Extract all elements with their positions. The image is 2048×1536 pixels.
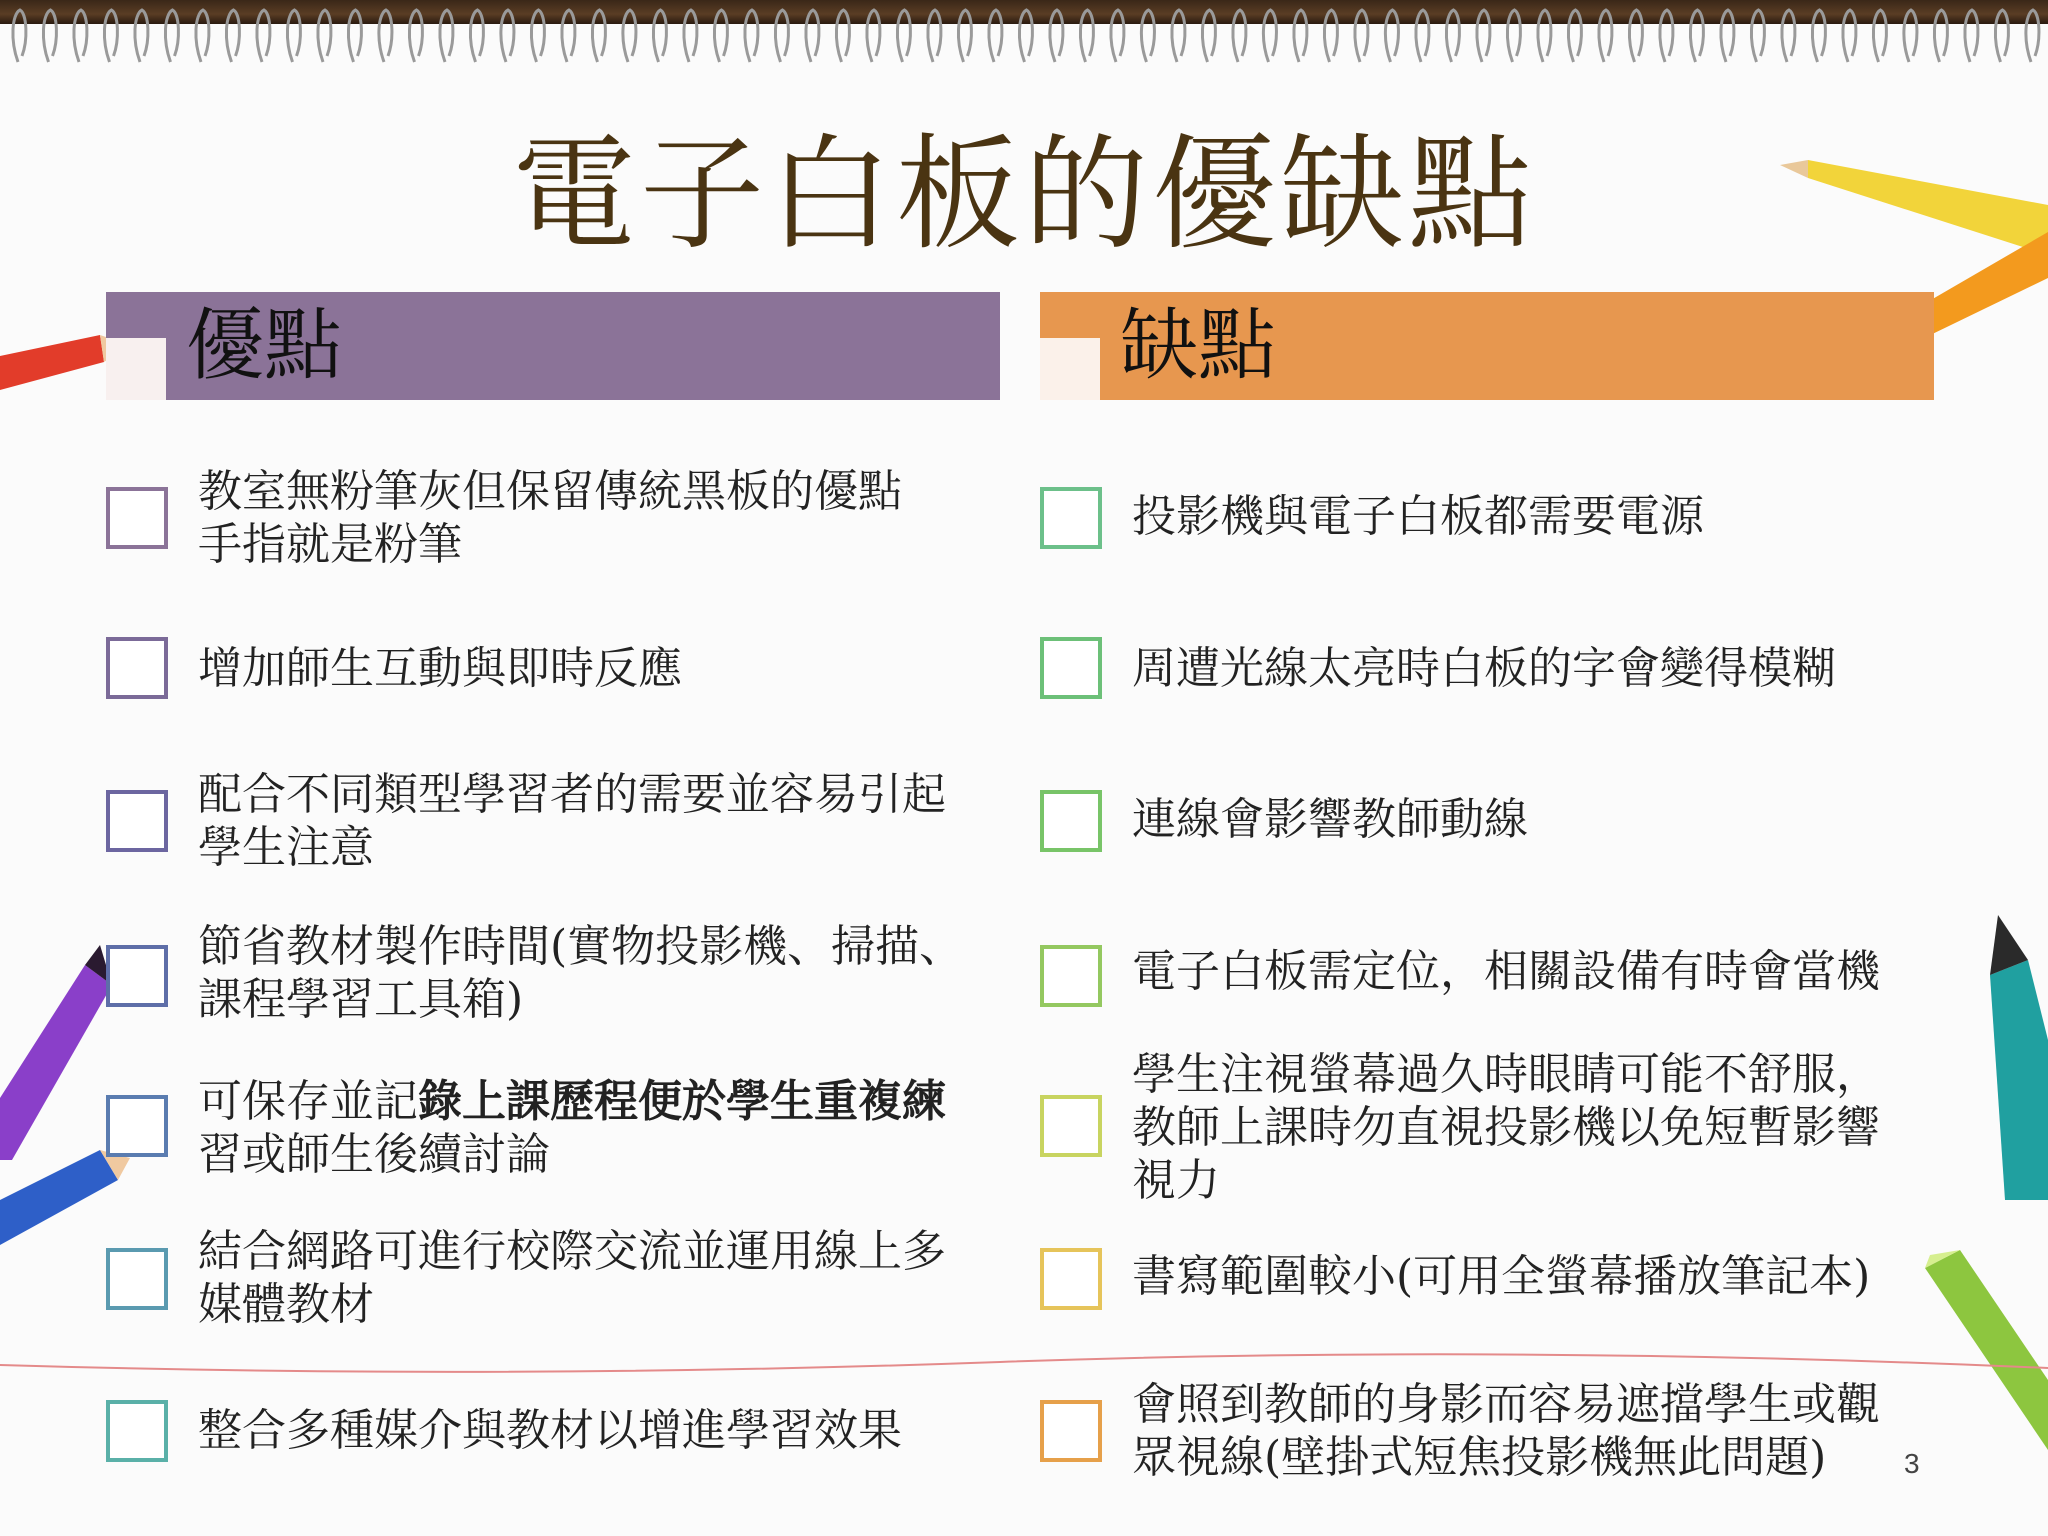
slide-title: 電子白板的優缺點 (511, 123, 1536, 267)
pros-item (198, 768, 946, 874)
cons-item-line: 眾視線(壁掛式短焦投影機無此問題) (1132, 1432, 1827, 1483)
cons-item (1132, 1378, 1880, 1484)
checkbox-icon (1040, 1248, 1102, 1310)
blue-pencil-icon (0, 1150, 130, 1245)
pros-item-line: 增加師生互動與即時反應 (198, 643, 682, 694)
pros-item-line: 節省教材製作時間(實物投影機、掃描、 (198, 921, 964, 972)
pros-item-line: 媒體教材 (198, 1279, 374, 1330)
pros-item-line: 學生注意 (198, 822, 374, 873)
cons-item-line: 書寫範圍較小(可用全螢幕播放筆記本) (1132, 1251, 1871, 1302)
pros-item-line: 習或師生後續討論 (198, 1129, 550, 1180)
cons-header-label: 缺點 (1120, 301, 1277, 391)
cons-item (1132, 642, 1836, 695)
header-square-icon (1040, 338, 1100, 400)
checkbox-icon (106, 790, 168, 852)
checkbox-icon (1040, 487, 1102, 549)
checkbox-icon (106, 945, 168, 1007)
checkbox-icon (106, 1095, 168, 1157)
pros-item (198, 465, 902, 571)
cons-header (1040, 292, 1934, 400)
pros-item-line: 課程學習工具箱) (198, 974, 524, 1025)
checkbox-icon (106, 1248, 168, 1310)
cons-item-line: 學生注視螢幕過久時眼睛可能不舒服， (1132, 1049, 1880, 1100)
cons-item-line: 連線會影響教師動線 (1132, 794, 1528, 845)
checkbox-icon (1040, 1095, 1102, 1157)
pros-item-line: 整合多種媒介與教材以增進學習效果 (198, 1405, 902, 1456)
cons-item (1132, 793, 1528, 846)
pros-header (106, 292, 1000, 400)
cons-item (1132, 1250, 1870, 1303)
pros-item-line: 教室無粉筆灰但保留傳統黑板的優點 (198, 466, 902, 517)
pros-item (198, 1225, 946, 1331)
pros-item-line: 可保存並記 (198, 1076, 418, 1127)
checkbox-icon (1040, 1400, 1102, 1462)
pros-item-line: 手指就是粉筆 (198, 519, 462, 570)
cons-item-line: 會照到教師的身影而容易遮擋學生或觀 (1132, 1379, 1880, 1430)
header-square-icon (106, 338, 166, 400)
pros-item (198, 1075, 946, 1181)
cons-item (1132, 490, 1704, 543)
checkbox-icon (106, 637, 168, 699)
green-pencil-icon (1925, 1250, 2048, 1450)
checkbox-icon (1040, 945, 1102, 1007)
pros-item (198, 642, 682, 695)
purple-pencil-icon (0, 945, 112, 1160)
cons-item (1132, 945, 1880, 998)
pros-item (198, 1404, 902, 1457)
pros-item (198, 920, 963, 1026)
cons-item-line: 教師上課時勿直視投影機以免短暫影響 (1132, 1102, 1880, 1153)
checkbox-icon (1040, 637, 1102, 699)
pros-item-bold-text: 錄上課歷程便於學生重複練 (418, 1076, 946, 1127)
teal-pencil-icon (1990, 915, 2048, 1200)
cons-item-line: 電子白板需定位，相關設備有時會當機 (1132, 946, 1880, 997)
pros-item-line: 配合不同類型學習者的需要並容易引起 (198, 769, 946, 820)
ruled-line (0, 1354, 2048, 1372)
cons-item-line: 周遭光線太亮時白板的字會變得模糊 (1132, 643, 1836, 694)
cons-item-line: 投影機與電子白板都需要電源 (1132, 491, 1704, 542)
page-number: 3 (1904, 1448, 1920, 1479)
cons-item-line: 視力 (1132, 1155, 1220, 1206)
checkbox-icon (1040, 790, 1102, 852)
checkbox-icon (106, 1400, 168, 1462)
pros-item-line: 結合網路可進行校際交流並運用線上多 (198, 1226, 946, 1277)
pros-header-label: 優點 (186, 301, 343, 391)
checkbox-icon (106, 487, 168, 549)
cons-item (1132, 1048, 1880, 1207)
